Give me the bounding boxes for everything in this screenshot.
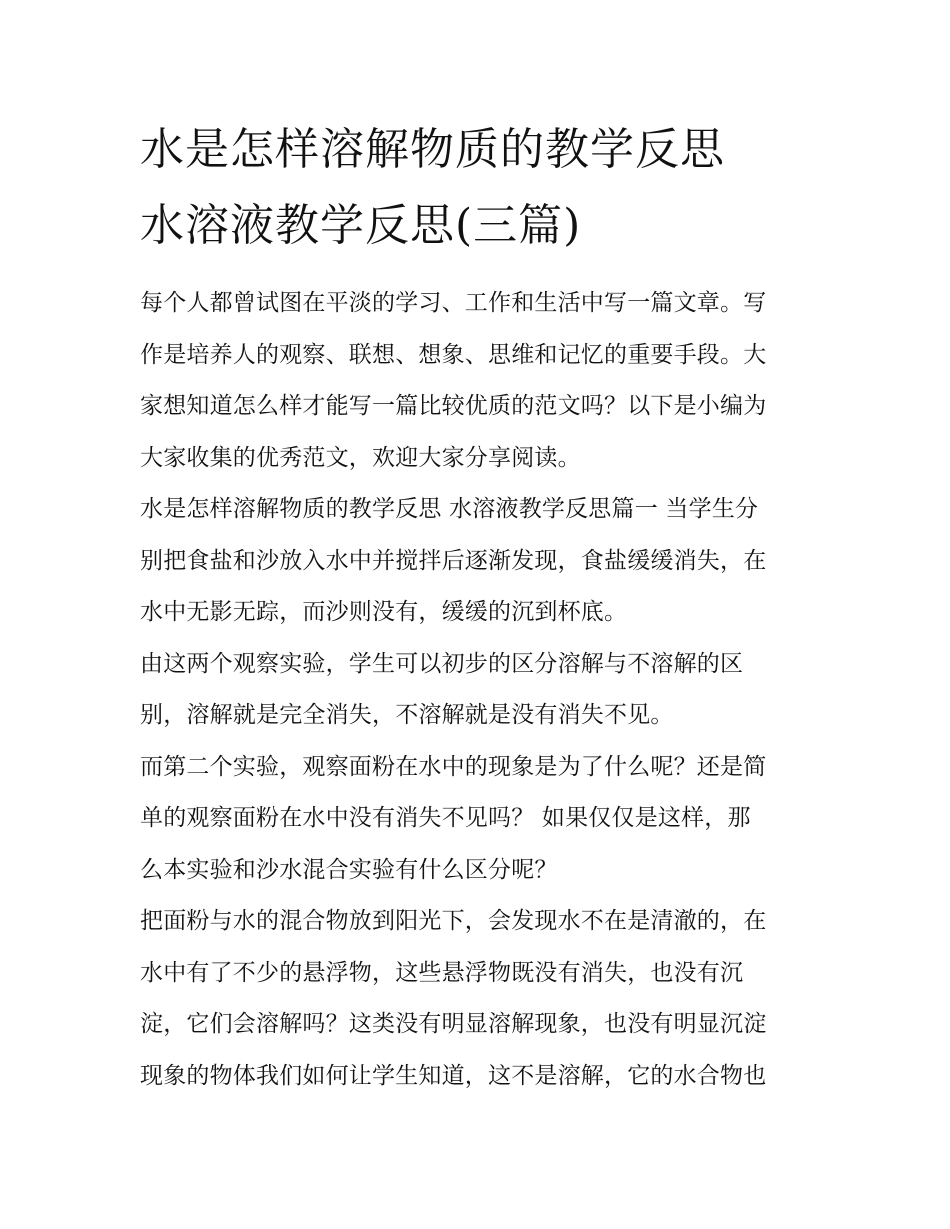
paragraph-experiment-one: [140, 639, 815, 742]
text-line: 水中有了不少的悬浮物，这些悬浮物既没有消失，也没有沉: [140, 959, 744, 986]
text-line: 把面粉与水的混合物放到阳光下，会发现水不在是清澈的，在: [140, 908, 767, 934]
text-line: 单的观察面粉在水中没有消失不见吗？ 如果仅仅是这样，那: [140, 805, 751, 831]
paragraph-experiment-two: [140, 742, 815, 897]
text-line: 家想知道怎么样才能写一篇比较优质的范文吗？以下是小编为: [140, 393, 767, 419]
paragraph-flour-mixture: [140, 896, 815, 1102]
title-line-1: 水是怎样溶解物质的教学反思: [140, 124, 725, 175]
text-line: 淀，它们会溶解吗？这类没有明显溶解现象，也没有明显沉淀: [140, 1011, 767, 1037]
text-line: 大家收集的优秀范文，欢迎大家分享阅读。: [140, 444, 581, 471]
text-line: 别，溶解就是完全消失，不溶解就是没有消失不见。: [140, 702, 674, 728]
paragraph-intro: [140, 278, 815, 484]
text-line: 别把食盐和沙放入水中并搅拌后逐渐发现，食盐缓缓消失，在: [140, 547, 767, 574]
paragraph-article-1: [140, 484, 815, 639]
text-line: 么本实验和沙水混合实验有什么区分呢？: [140, 856, 558, 883]
document-title: [140, 112, 820, 264]
text-line: 而第二个实验，观察面粉在水中的现象是为了什么呢？还是简: [140, 753, 767, 780]
text-line: 水中无影无踪，而沙则没有，缓缓的沉到杯底。: [140, 599, 628, 625]
text-line: 作是培养人的观察、联想、想象、思维和记忆的重要手段。大: [140, 341, 767, 368]
document-body: [140, 278, 815, 1102]
title-line-2: 水溶液教学反思(三篇): [140, 200, 582, 251]
text-line: 现象的物体我们如何让学生知道，这不是溶解，它的水合物也: [140, 1062, 767, 1089]
text-line: 水是怎样溶解物质的教学反思 水溶液教学反思篇一 当学生分: [140, 496, 759, 522]
text-line: 由这两个观察实验，学生可以初步的区分溶解与不溶解的区: [140, 650, 744, 677]
text-line: 每个人都曾试图在平淡的学习、工作和生活中写一篇文章。写: [140, 290, 767, 316]
